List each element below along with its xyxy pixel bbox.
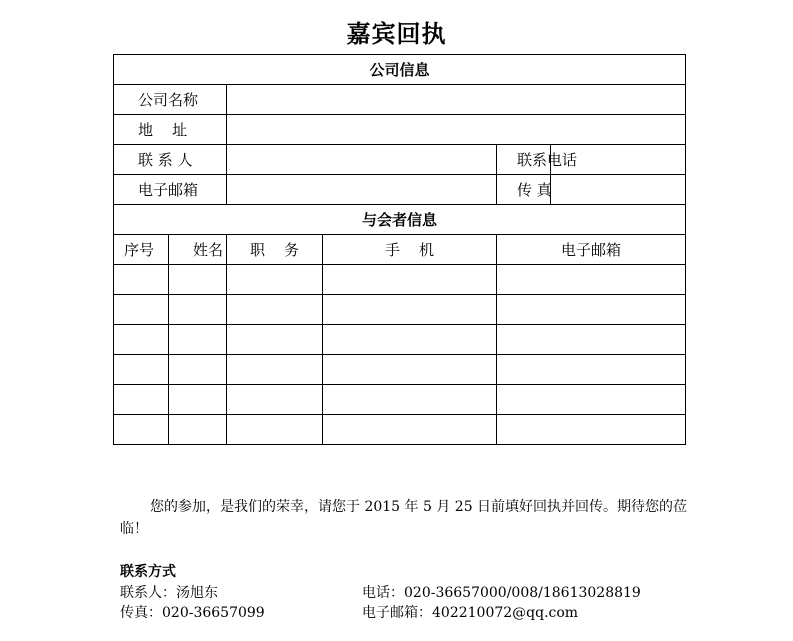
attendee-number-cell[interactable] xyxy=(114,385,169,415)
phone-label: 联系电话 xyxy=(497,145,551,175)
email-label: 电子邮箱 xyxy=(114,175,227,205)
attendee-position-cell[interactable] xyxy=(227,295,323,325)
attendee-number-cell[interactable] xyxy=(114,415,169,445)
invitation-notice: 您的参加，是我们的荣幸，请您于 2015 年 5 月 25 日前填好回执并回传。期待您的莅临！ xyxy=(120,499,688,537)
attendee-row xyxy=(114,325,686,355)
attendee-column-header-row xyxy=(114,235,686,265)
fax-label: 传 真 xyxy=(497,175,551,205)
attendee-email-cell[interactable] xyxy=(497,325,686,355)
attendee-position-cell[interactable] xyxy=(227,415,323,445)
contact-heading: 联系方式 xyxy=(120,564,176,580)
contact-person-field[interactable] xyxy=(227,145,497,175)
contact-fax: 传真：020-36657099 xyxy=(120,605,265,621)
column-header-email: 电子邮箱 xyxy=(497,235,686,265)
company-section-heading: 公司信息 xyxy=(114,55,686,85)
attendee-mobile-cell[interactable] xyxy=(323,325,497,355)
attendee-email-cell[interactable] xyxy=(497,295,686,325)
attendee-mobile-cell[interactable] xyxy=(323,265,497,295)
attendee-mobile-cell[interactable] xyxy=(323,355,497,385)
attendee-position-cell[interactable] xyxy=(227,385,323,415)
attendee-number-cell[interactable] xyxy=(114,325,169,355)
contact-person-label: 联 系 人 xyxy=(114,145,227,175)
attendee-row xyxy=(114,265,686,295)
attendee-row xyxy=(114,385,686,415)
contact-email: 电子邮箱：402210072@qq.com xyxy=(362,605,579,621)
contact-row xyxy=(114,145,686,175)
page-title: 嘉宾回执 xyxy=(346,20,447,48)
attendee-name-cell[interactable] xyxy=(169,385,227,415)
email-row xyxy=(114,175,686,205)
attendee-email-cell[interactable] xyxy=(497,355,686,385)
attendee-row xyxy=(114,415,686,445)
attendee-email-cell[interactable] xyxy=(497,265,686,295)
company-name-label: 公司名称 xyxy=(114,85,227,115)
attendee-number-cell[interactable] xyxy=(114,295,169,325)
column-header-mobile: 手 机 xyxy=(323,235,497,265)
address-row xyxy=(114,115,686,145)
attendee-name-cell[interactable] xyxy=(169,295,227,325)
company-name-row xyxy=(114,85,686,115)
company-name-field[interactable] xyxy=(227,85,686,115)
attendee-name-cell[interactable] xyxy=(169,415,227,445)
attendee-mobile-cell[interactable] xyxy=(323,415,497,445)
attendee-email-cell[interactable] xyxy=(497,415,686,445)
contact-person: 联系人：汤旭东 xyxy=(120,585,218,601)
fax-field[interactable] xyxy=(551,175,686,205)
attendee-row xyxy=(114,295,686,325)
attendee-name-cell[interactable] xyxy=(169,355,227,385)
column-header-position: 职 务 xyxy=(227,235,323,265)
address-field[interactable] xyxy=(227,115,686,145)
attendee-mobile-cell[interactable] xyxy=(323,295,497,325)
attendee-number-cell[interactable] xyxy=(114,355,169,385)
company-section-header-row xyxy=(114,55,686,85)
attendee-number-cell[interactable] xyxy=(114,265,169,295)
attendee-section-header-row xyxy=(114,205,686,235)
attendee-row xyxy=(114,355,686,385)
receipt-form-table xyxy=(113,54,686,445)
column-header-number: 序号 xyxy=(114,235,169,265)
attendee-name-cell[interactable] xyxy=(169,265,227,295)
attendee-email-cell[interactable] xyxy=(497,385,686,415)
address-label: 地 址 xyxy=(114,115,227,145)
column-header-name: 姓名 xyxy=(169,235,227,265)
attendee-section-heading: 与会者信息 xyxy=(114,205,686,235)
attendee-position-cell[interactable] xyxy=(227,325,323,355)
attendee-position-cell[interactable] xyxy=(227,355,323,385)
attendee-position-cell[interactable] xyxy=(227,265,323,295)
attendee-mobile-cell[interactable] xyxy=(323,385,497,415)
contact-phone: 电话：020-36657000/008/18613028819 xyxy=(362,585,641,601)
email-field[interactable] xyxy=(227,175,497,205)
attendee-name-cell[interactable] xyxy=(169,325,227,355)
